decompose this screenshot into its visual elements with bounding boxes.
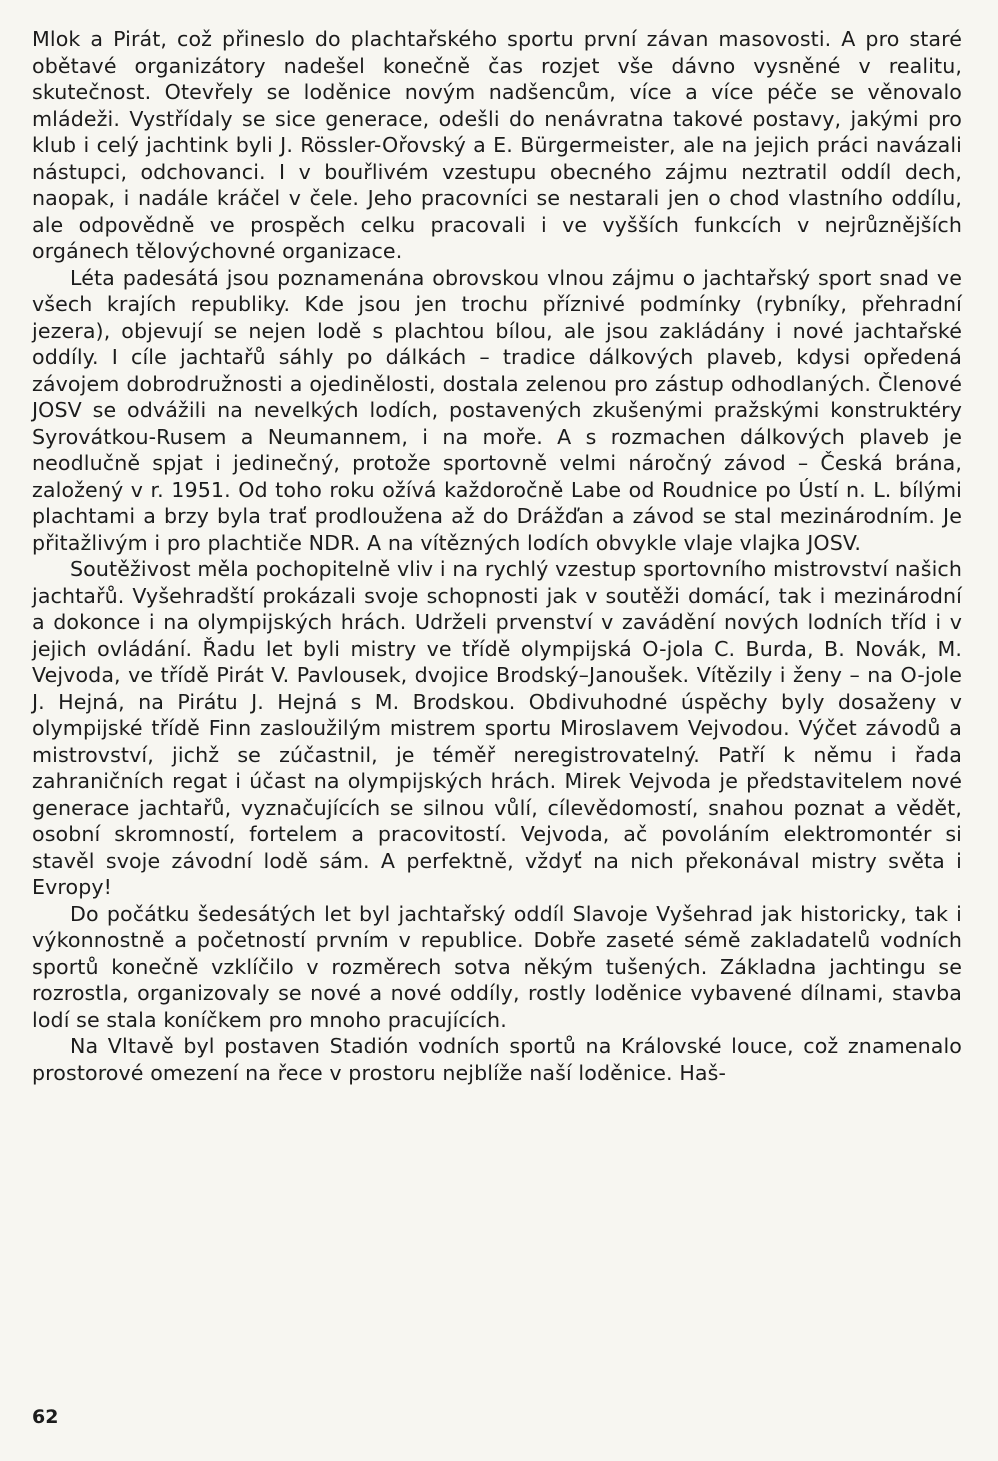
paragraph-1: Mlok a Pirát, což přineslo do plachtařského sportu první závan masovosti. A pro staré obětavé organizátory nadešel konečně čas rozjet vše dávno vysněné v realitu, skutečnost. Otevřely se loděnice novým nadšencům, více a více péče se věnovalo mládeži. Vystřídaly se sice generace, odešli do nenávratna takové postavy, jakými pro klub i celý jachtink byli J. Rössler-Ořovský a E. Bürgermeister, ale na jejich práci navázali nástupci, odchovanci. I v bouřlivém vzestupu obecného zájmu neztratil oddíl dech, naopak, i nadále kráčel v čele. Jeho pracovníci se nestarali jen o chod vlastního oddílu, ale odpovědně ve prospěch celku pracovali i ve vyšších funkcích v nejrůznějších orgánech tělovýchovné organizace.: [32, 27, 962, 263]
paragraph-3: Soutěživost měla pochopitelně vliv i na rychlý vzestup sportovního mistrovství našich jachtařů. Vyšehradští prokázali svoje schopnosti jak v soutěži domácí, tak i mezinárodní a dokonce i na olympijských hrách. Udrželi prvenství v zavádění nových lodních tříd i v jejich ovládání. Řadu let byli mistry ve třídě olympijská O-jola C. Burda, B. Novák, M. Vejvoda, ve třídě Pirát V. Pavlousek, dvojice Brodský–Janoušek. Vítězily i ženy – na O-jole J. Hejná, na Pirátu J. Hejná s M. Brodskou. Obdivuhodné úspěchy byly dosaženy v olympijské třídě Finn zasloužilým mistrem sportu Miroslavem Vejvodou. Výčet závodů a mistrovství, jichž se zúčastnil, je téměř neregistrovatelný. Patří k němu i řada zahraničních regat i účast na olympijských hrách. Mirek Vejvoda je představitelem nové generace jachtařů, vyznačujících se silnou vůlí, cílevědomostí, snahou poznat a vědět, osobní skromností, fortelem a pracovitostí. Vejvoda, ač povoláním elektromontér si stavěl svoje závodní lodě sám. A perfektně, vždyť na nich překonával mistry světa i Evropy!: [32, 557, 962, 899]
paragraph-4: Do počátku šedesátých let byl jachtařský oddíl Slavoje Vyšehrad jak historicky, tak i výkonnostně a početností prvním v republice. Dobře zaseté sémě zakladatelů vodních sportů konečně vzklíčilo v rozměrech sotva někým tušených. Základna jachtingu se rozrostla, organizovaly se nové a nové oddíly, rostly loděnice vybavené dílnami, stavba lodí se stala koníčkem pro mnoho pracujících.: [32, 901, 962, 1032]
body-text: [32, 26, 962, 1086]
paragraph-2: Léta padesátá jsou poznamenána obrovskou vlnou zájmu o jachtařský sport snad ve všech krajích republiky. Kde jsou jen trochu příznivé podmínky (rybníky, přehradní jezera), objevují se nejen lodě s plachtou bílou, ale jsou zakládány i nové jachtařské oddíly. I cíle jachtařů sáhly po dálkách – tradice dálkových plaveb, kdysi opředená závojem dobrodružnosti a ojedinělosti, dostala zelenou pro zástup odhodlaných. Členové JOSV se odvážili na nevelkých lodích, postavených zkušenými pražskými konstruktéry Syrovátkou-Rusem a Neumannem, i na moře. A s rozmachen dálkových plaveb je neodlučně spjat i jedinečný, protože sportovně velmi náročný závod – Česká brána, založený v r. 1951. Od toho roku ožívá každoročně Labe od Roudnice po Ústí n. L. bílými plachtami a brzy byla trať prodloužena až do Drážďan a závod se stal mezinárodním. Je přitažlivým i pro plachtiče NDR. A na vítězných lodích obvykle vlaje vlajka JOSV.: [32, 265, 962, 555]
page-number: 62: [32, 1406, 59, 1428]
paragraph-5: Na Vltavě byl postaven Stadión vodních sportů na Královské louce, což znamenalo prostorové omezení na řece v prostoru nejblíže naší loděnice. Haš-: [32, 1034, 962, 1085]
